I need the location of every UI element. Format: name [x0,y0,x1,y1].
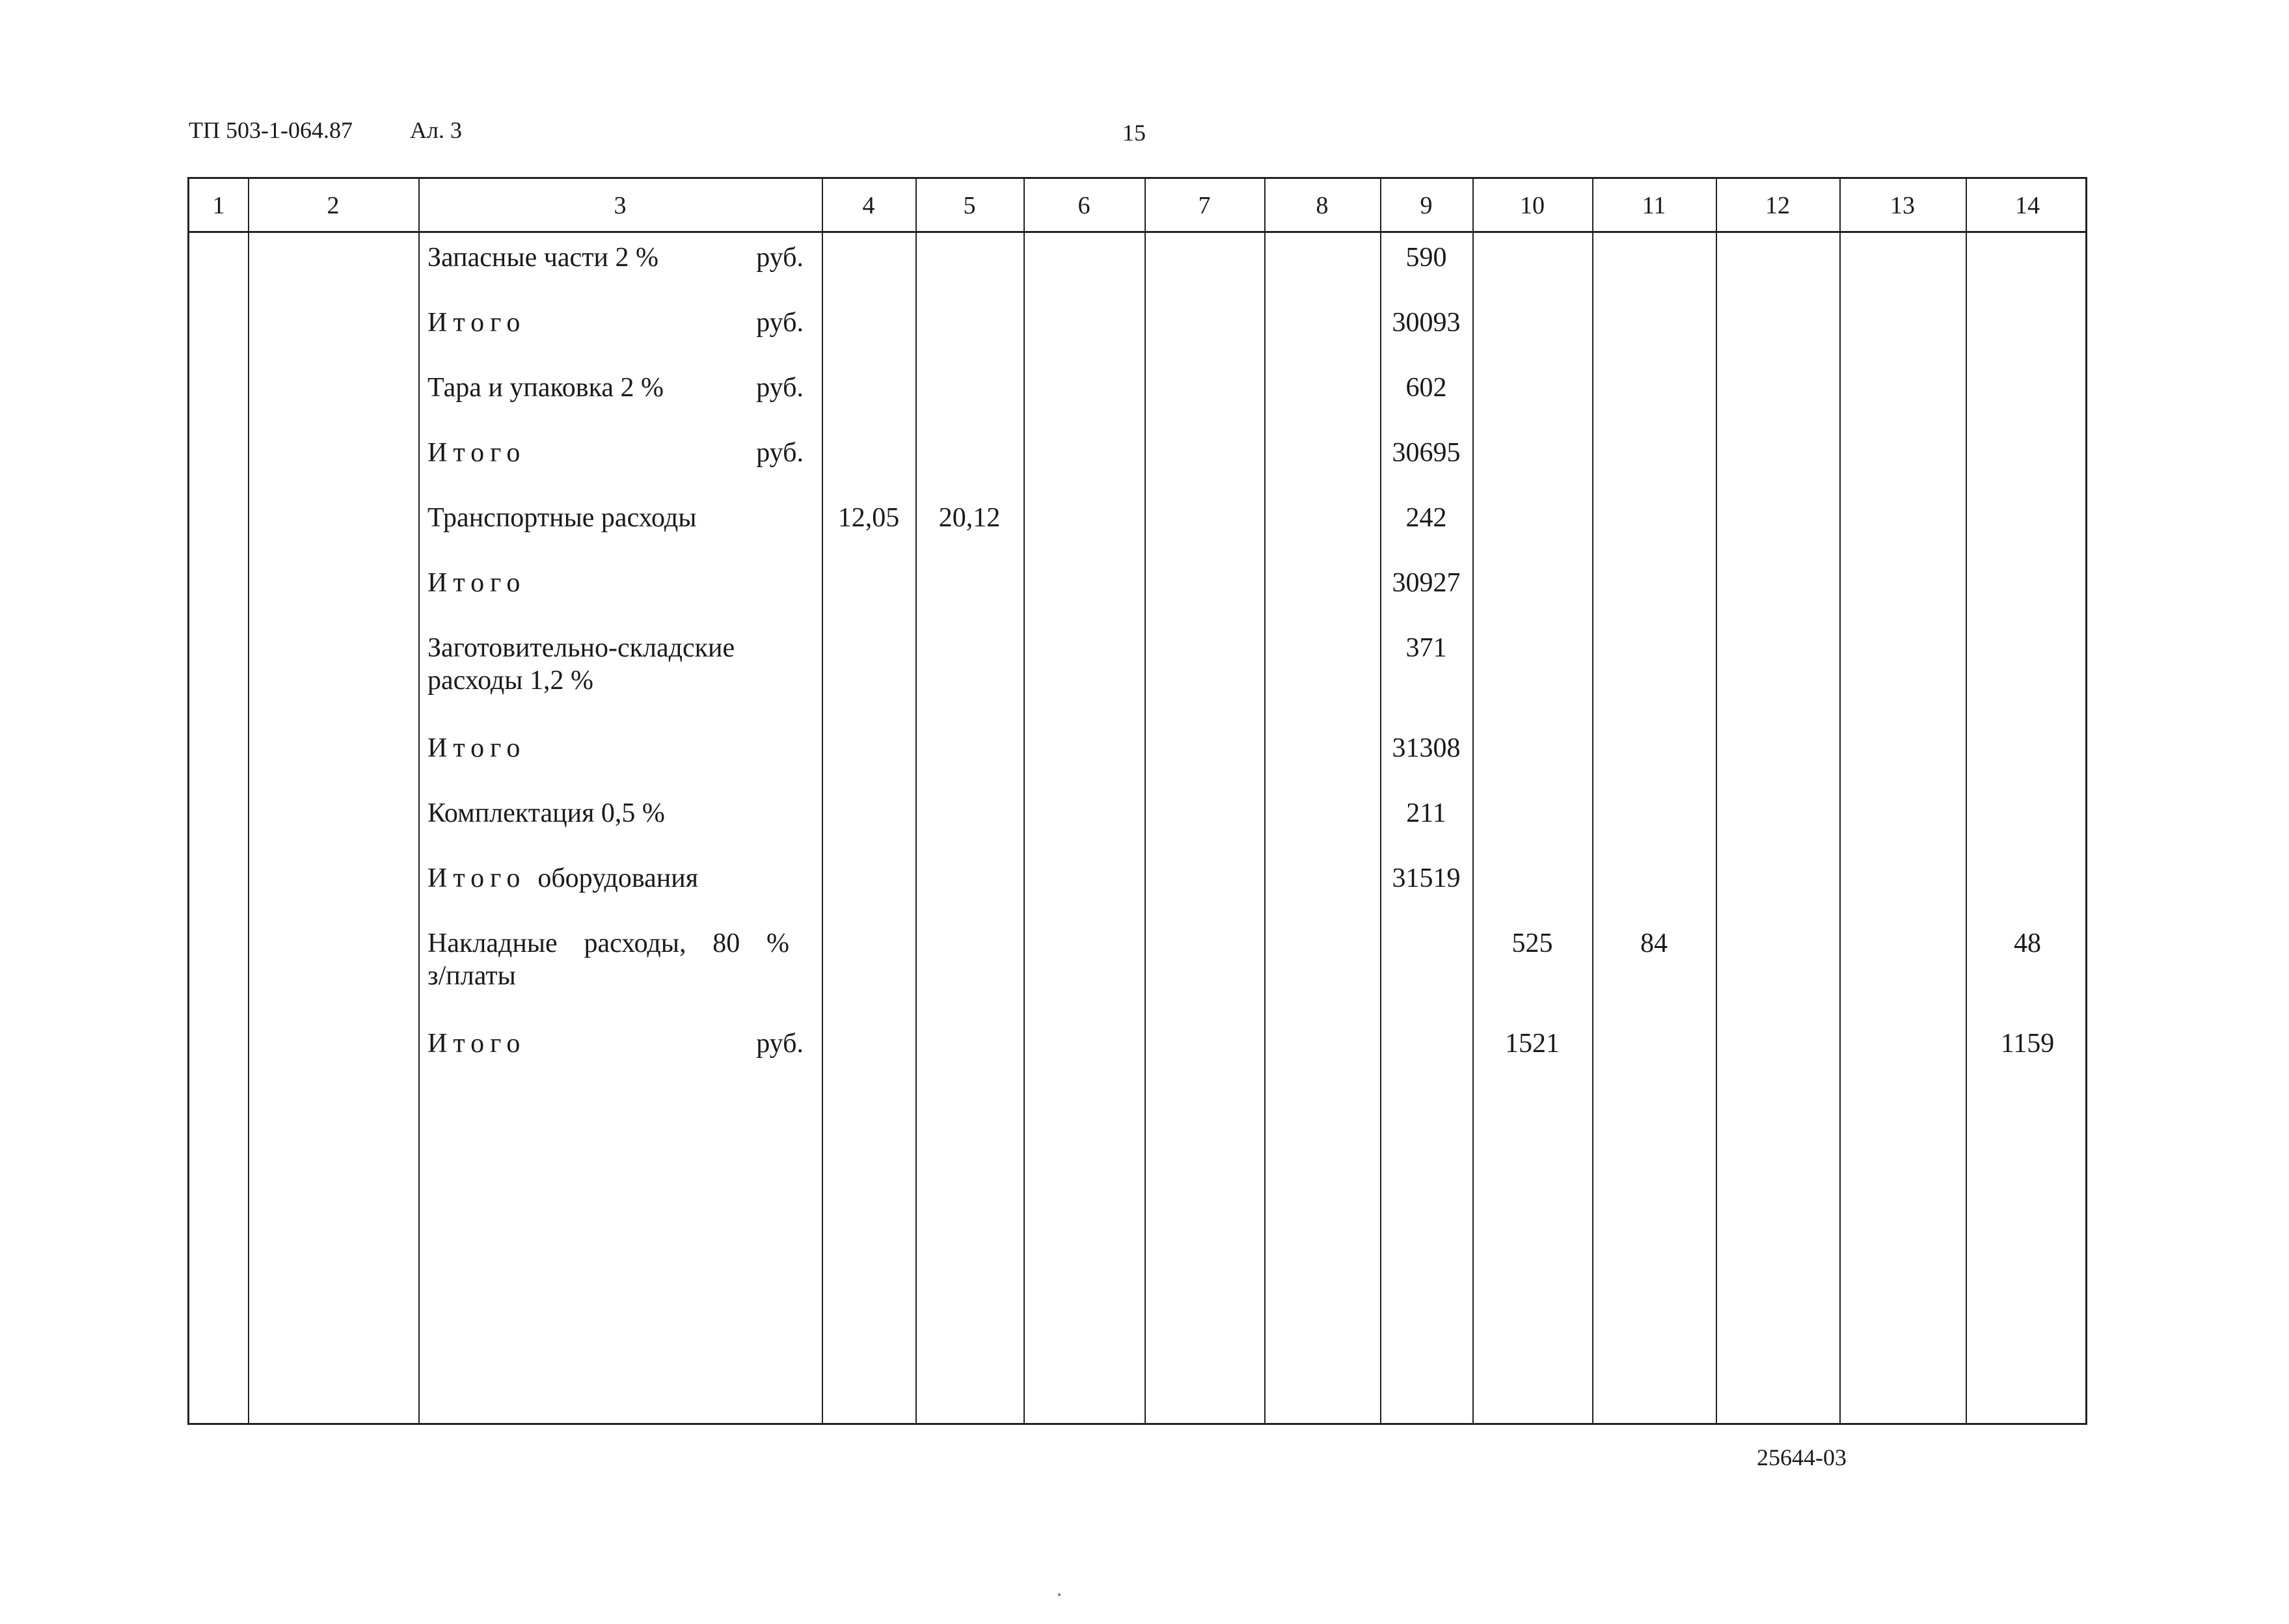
sheet-label: Ал. 3 [410,117,462,143]
cell-col8: 30695 [1392,438,1461,468]
document-code: ТП 503-1-064.87 [189,117,353,143]
row-unit: руб. [756,373,804,403]
column-header: 8 [1316,192,1329,219]
column-divider [915,179,917,1423]
estimate-table [187,177,2087,1425]
document-number: 25644-03 [1757,1444,1847,1470]
row-name: Итого [427,308,526,338]
column-header: 9 [1420,192,1433,219]
column-header: 10 [1520,192,1545,219]
column-header: 4 [862,192,875,219]
cell-col8: 30927 [1392,568,1461,598]
table-row-description [427,797,818,830]
column-header: 5 [963,192,976,219]
table-row-description [427,502,818,534]
row-name: Итого [427,733,526,763]
cell-col9: 1521 [1505,1029,1560,1059]
row-name-line: з/платы [427,961,516,991]
cell-col4: 12,05 [837,503,900,533]
column-header: 1 [212,192,225,219]
row-name: Итого [427,438,526,468]
column-divider [1264,179,1266,1423]
column-header: 13 [1890,192,1915,219]
cell-col10: 84 [1640,928,1668,958]
cell-col8: 211 [1406,798,1446,828]
column-header: 11 [1642,192,1666,219]
column-divider [248,179,249,1423]
row-unit: руб. [756,308,804,338]
column-divider [1023,179,1025,1423]
cell-col8: 590 [1405,243,1447,273]
cell-col5: 20,12 [938,503,1001,533]
table-row-description [427,732,818,765]
cell-col9: 525 [1511,928,1553,958]
table-row-description [427,241,818,274]
cell-col8: 371 [1405,633,1447,663]
cell-col8: 31308 [1392,733,1461,763]
cell-col13: 1159 [2000,1029,2055,1059]
row-name: Запасные части 2 % [427,243,658,273]
column-divider [1716,179,1717,1423]
cell-col8: 31519 [1392,863,1461,893]
column-divider [1472,179,1474,1423]
column-divider [822,179,823,1423]
row-name-rest: оборудования [537,863,699,893]
row-name: Тара и упаковка 2 % [427,373,664,403]
column-header: 14 [2015,192,2040,219]
row-name-line: расходы 1,2 % [427,666,593,696]
row-name: Комплектация 0,5 % [427,798,665,828]
table-row-description [427,567,818,599]
row-name: Итого [427,863,526,893]
row-name: Итого [427,568,526,598]
column-divider [1839,179,1841,1423]
table-row-description [427,632,818,697]
table-row-description [427,437,818,469]
cell-col8: 602 [1405,373,1447,403]
column-divider [1592,179,1593,1423]
column-header: 2 [327,192,340,219]
row-unit: руб. [756,1029,804,1059]
row-name: Итого [427,1029,526,1059]
column-header: 12 [1765,192,1790,219]
row-name-line: Заготовительно-складские [427,633,735,663]
table-row-description [427,372,818,404]
column-divider [1966,179,1967,1423]
scan-speck [1058,1593,1061,1596]
column-header: 3 [614,192,627,219]
row-name-line: Накладные расходы, 80 % [427,928,789,958]
column-divider [1144,179,1146,1423]
table-row-description [427,862,818,895]
cell-col13: 48 [2014,928,2041,958]
row-unit: руб. [756,438,804,468]
column-divider [418,179,420,1423]
column-header: 7 [1198,192,1211,219]
page-number: 15 [1122,120,1146,146]
table-row-description [427,927,818,992]
cell-col8: 30093 [1392,308,1461,338]
column-header: 6 [1077,192,1090,219]
cell-col8: 242 [1405,503,1447,533]
row-name: Транспортные расходы [427,503,697,533]
row-unit: руб. [756,243,804,273]
table-row-description [427,306,818,339]
table-row-description [427,1027,818,1060]
